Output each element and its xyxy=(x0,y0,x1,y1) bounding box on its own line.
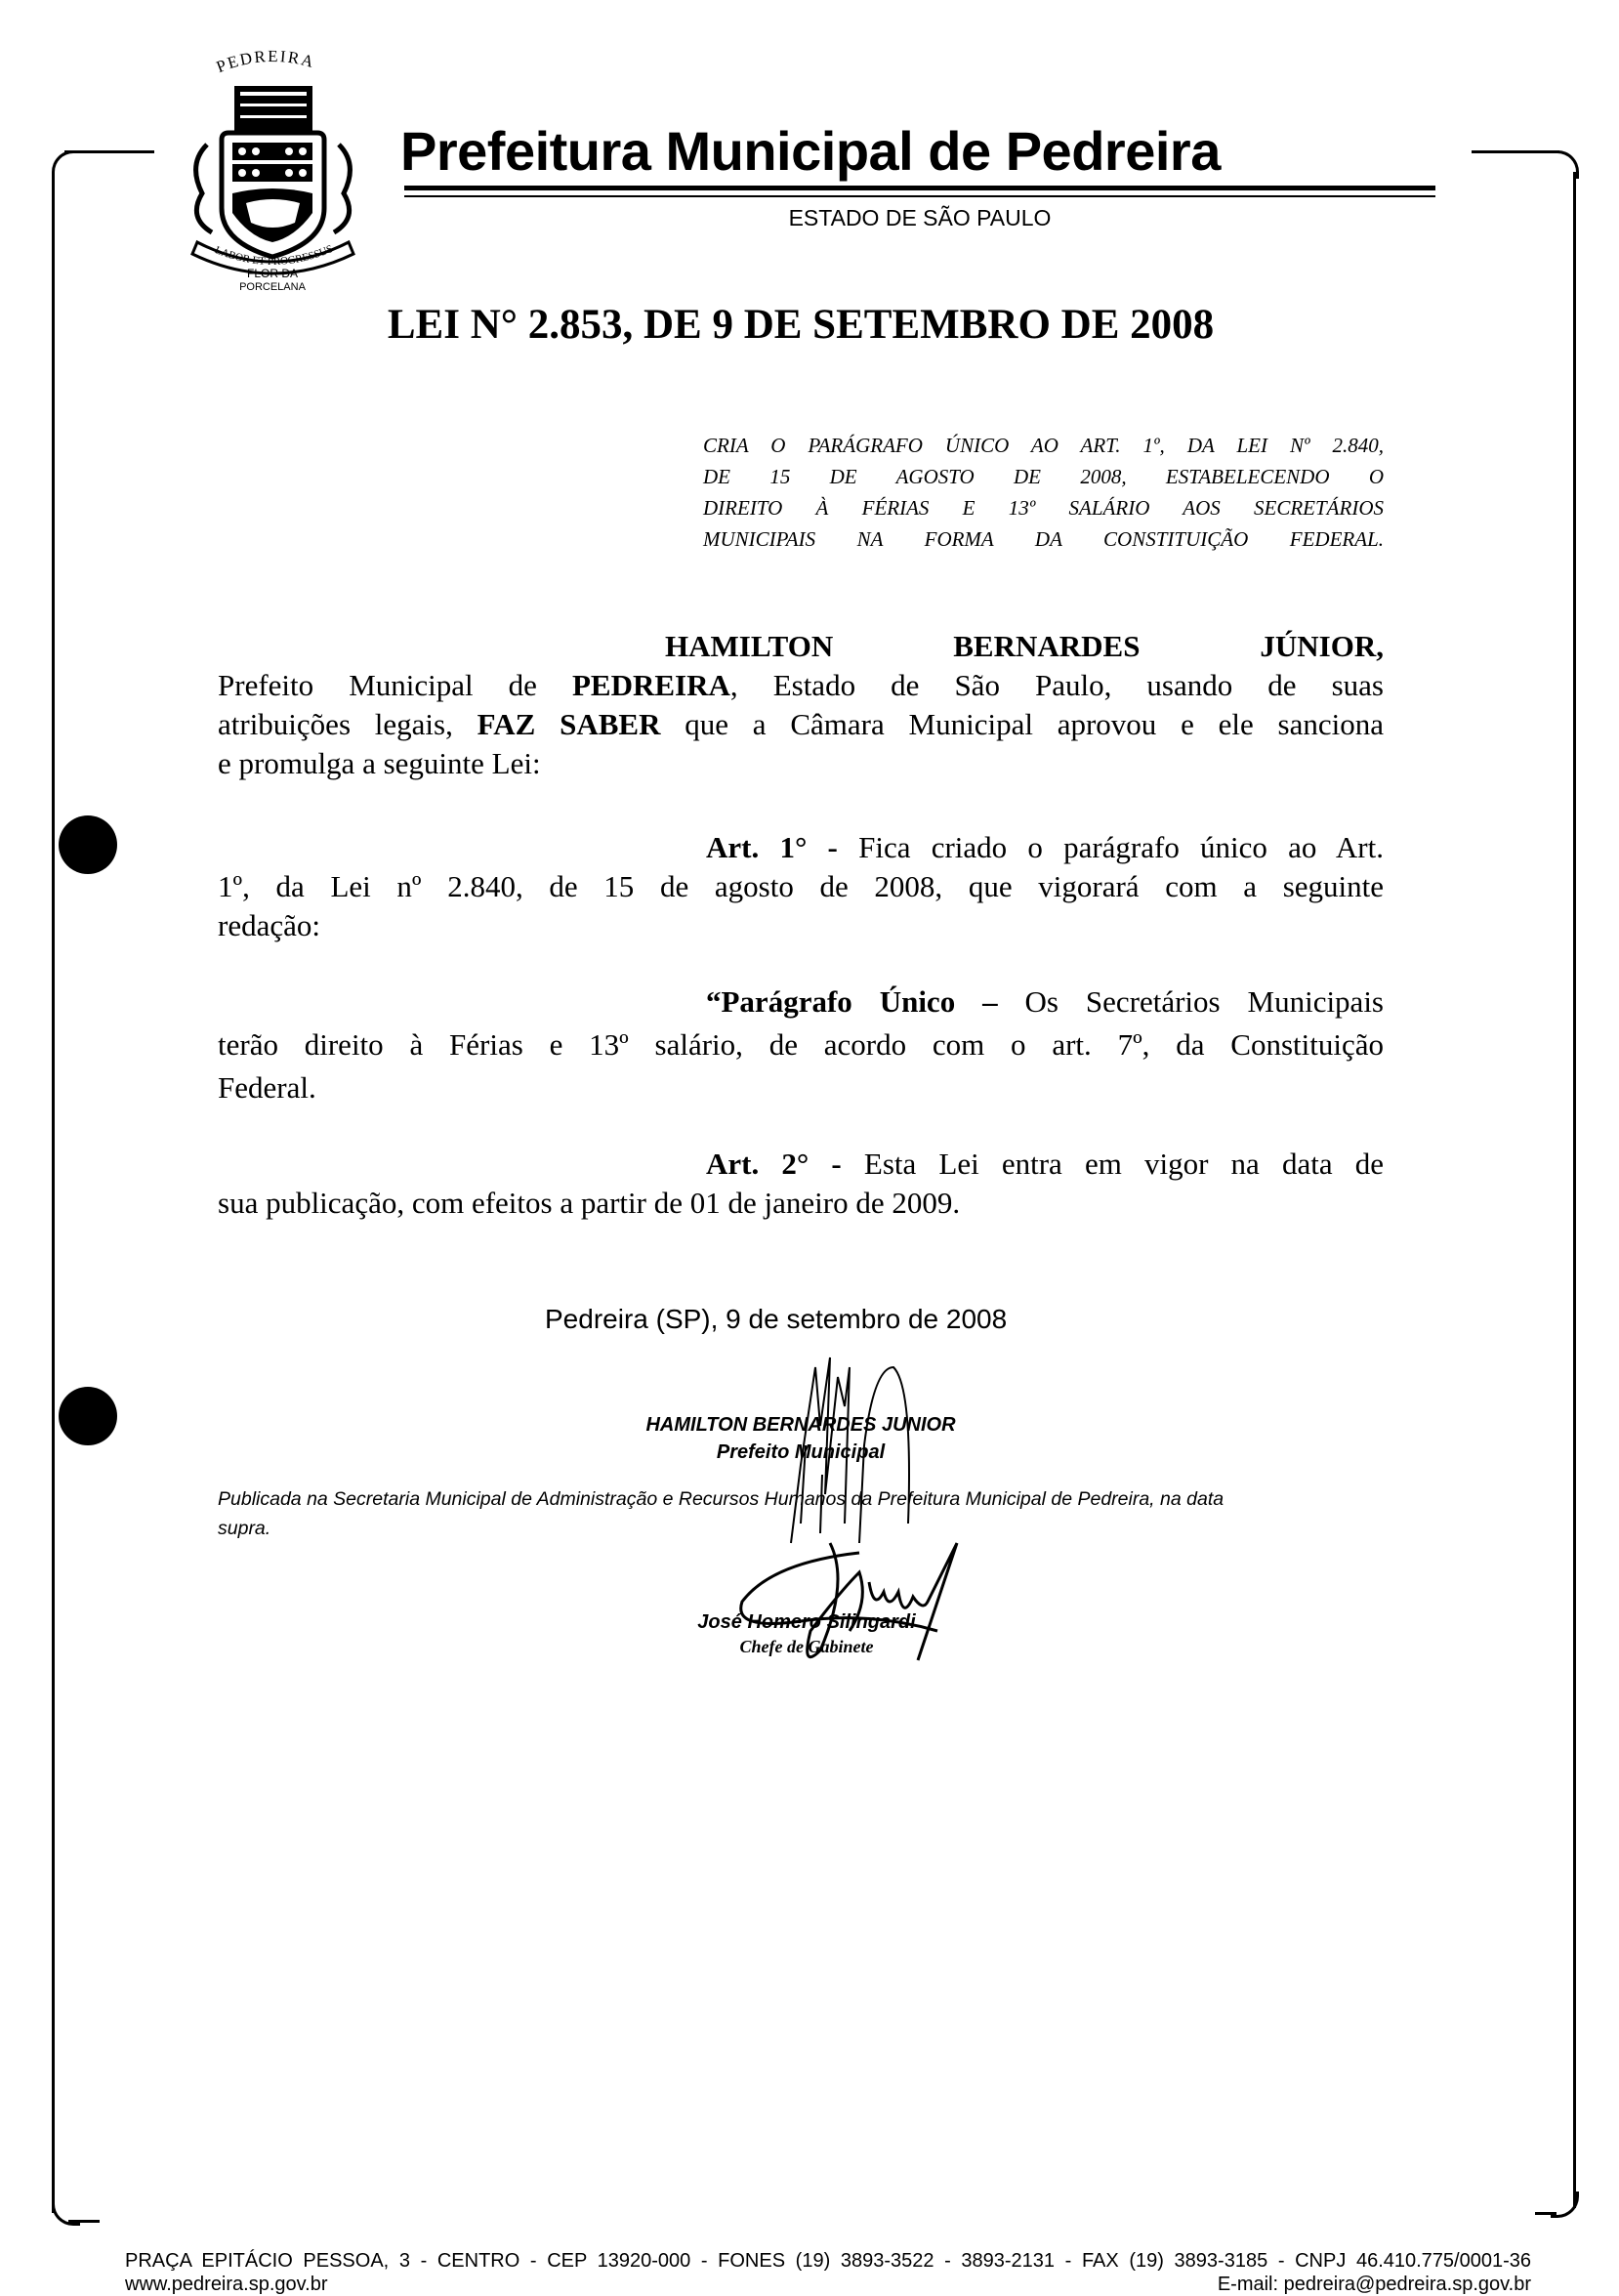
paragraph-label: “Parágrafo Único – xyxy=(706,984,998,1019)
chief-handwritten-signature xyxy=(713,1524,1025,1680)
mayor-signature-name: HAMILTON BERNARDES JUNIOR xyxy=(645,1414,956,1436)
punch-hole xyxy=(59,1387,117,1445)
footer-email-link[interactable]: E-mail: pedreira@pedreira.sp.gov.br xyxy=(1217,2274,1531,2295)
chief-signature-name: José Homero Silingardi xyxy=(697,1611,916,1633)
text: Fica criado o parágrafo único ao Art. xyxy=(837,830,1384,864)
institution-title: Prefeitura Municipal de Pedreira xyxy=(400,120,1221,182)
text: atribuições legais, xyxy=(218,707,477,741)
text: Esta Lei entra em vigor na data de xyxy=(841,1147,1384,1181)
article-label: Art. 1° - xyxy=(706,830,838,864)
summary-line: DE 15 DE AGOSTO DE 2008, ESTABELECENDO O xyxy=(703,465,1384,488)
title-rule-thin xyxy=(404,195,1435,197)
text: que a Câmara Municipal aprovou e ele sanciona xyxy=(660,707,1384,741)
mayor-name: HAMILTON BERNARDES JÚNIOR, xyxy=(665,629,1384,663)
frame-left xyxy=(52,172,55,2213)
svg-text:PEDREIRA: PEDREIRA xyxy=(213,47,318,77)
intro-paragraph xyxy=(218,627,1384,783)
article-label: Art. 2° - xyxy=(706,1147,842,1181)
chief-signature-role: Chefe de Gabinete xyxy=(739,1637,874,1656)
article-line: sua publicação, com efeitos a partir de 01 de janeiro de 2009. xyxy=(218,1186,961,1220)
coat-of-arms-logo xyxy=(168,47,378,291)
sole-paragraph xyxy=(218,981,1384,1109)
article-1 xyxy=(218,828,1384,945)
article-line: redação: xyxy=(218,908,320,942)
frame-right xyxy=(1573,172,1576,2208)
paragraph-line: terão direito à Férias e 13º salário, de acordo com o art. 7º, da Constituição xyxy=(218,1027,1384,1062)
svg-text:LABOR ET PROGRESSUS: LABOR ET PROGRESSUS xyxy=(213,242,335,269)
punch-hole xyxy=(59,815,117,874)
bold-text: FAZ SABER xyxy=(477,707,661,741)
law-title: LEI N° 2.853, DE 9 DE SETEMBRO DE 2008 xyxy=(387,302,1215,348)
text: , Estado de São Paulo, usando de suas xyxy=(729,668,1384,702)
text: Os Secretários Municipais xyxy=(997,984,1384,1019)
paragraph-line xyxy=(218,981,1384,1023)
frame-top-right xyxy=(1472,150,1559,153)
article-line xyxy=(218,828,1384,867)
law-summary xyxy=(703,430,1384,555)
summary-line: MUNICIPAIS NA FORMA DA CONSTITUIÇÃO FEDERAL. xyxy=(703,527,1384,551)
article-line xyxy=(218,1145,1384,1184)
intro-line: e promulga a seguinte Lei: xyxy=(218,746,541,780)
frame-bottom-right xyxy=(1535,2212,1557,2215)
footer-website-link[interactable]: www.pedreira.sp.gov.br xyxy=(125,2274,328,2295)
state-subtitle: ESTADO DE SÃO PAULO xyxy=(788,205,1052,230)
frame-bottom-left xyxy=(68,2220,100,2223)
svg-text:FLOR DA: FLOR DA xyxy=(246,267,299,280)
summary-line: CRIA O PARÁGRAFO ÚNICO AO ART. 1º, DA LEI Nº 2.840, xyxy=(703,434,1384,457)
summary-line: DIREITO À FÉRIAS E 13º SALÁRIO AOS SECRETÁRIOS xyxy=(703,496,1384,520)
article-2 xyxy=(218,1145,1384,1223)
publication-line: supra. xyxy=(218,1518,271,1539)
footer-contacts xyxy=(125,2274,1531,2296)
text: Prefeito Municipal de xyxy=(218,668,572,702)
footer-address: PRAÇA EPITÁCIO PESSOA, 3 - CENTRO - CEP 13920-000 - FONES (19) 3893-3522 - 3893-2131 - FAX (19) 3893-3185 - CNPJ 46.410.775/0001-36 xyxy=(125,2250,1531,2272)
frame-corner-tl xyxy=(52,150,80,179)
mayor-signature-role: Prefeito Municipal xyxy=(716,1441,886,1463)
intro-line xyxy=(218,705,1384,744)
place-and-date: Pedreira (SP), 9 de setembro de 2008 xyxy=(545,1304,1008,1334)
svg-text:PORCELANA: PORCELANA xyxy=(239,281,306,291)
publication-line: Publicada na Secretaria Municipal de Administração e Recursos Humanos da Prefeitura Municipal de Pedreira, na data xyxy=(218,1488,1225,1510)
title-rule-thick xyxy=(404,186,1435,190)
paragraph-line: Federal. xyxy=(218,1070,316,1105)
bold-text: PEDREIRA xyxy=(571,668,730,702)
article-line: 1º, da Lei nº 2.840, de 15 de agosto de 2008, que vigorará com a seguinte xyxy=(218,869,1384,903)
intro-line xyxy=(218,666,1384,705)
